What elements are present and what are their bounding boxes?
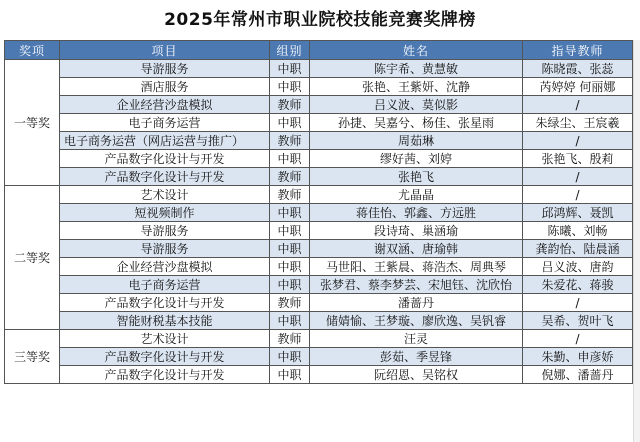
header-award: 奖项 — [5, 41, 60, 60]
table-row — [5, 312, 633, 330]
table-row — [5, 204, 633, 222]
level-cell: 中职 — [270, 204, 310, 222]
teacher-cell: 吴希、贺叶飞 — [523, 312, 633, 330]
award-cell: 一等奖 — [5, 60, 60, 186]
table-row — [5, 330, 633, 348]
table-body — [5, 60, 633, 384]
level-cell: 教师 — [270, 132, 310, 150]
header-level: 组别 — [270, 41, 310, 60]
project-cell: 艺术设计 — [60, 330, 270, 348]
table-row — [5, 60, 633, 78]
project-cell: 导游服务 — [60, 240, 270, 258]
table-row — [5, 276, 633, 294]
level-cell: 中职 — [270, 114, 310, 132]
teacher-cell: / — [523, 168, 633, 186]
header-row — [5, 41, 633, 60]
table-row — [5, 78, 633, 96]
names-cell: 谢双涵、唐瑜韩 — [310, 240, 523, 258]
level-cell: 中职 — [270, 240, 310, 258]
header-teacher: 指导教师 — [523, 41, 633, 60]
page-title: 2025年常州市职业院校技能竞赛奖牌榜 — [164, 10, 476, 30]
project-cell: 导游服务 — [60, 222, 270, 240]
project-cell: 产品数字化设计与开发 — [60, 366, 270, 384]
names-cell: 吕义波、莫似影 — [310, 96, 523, 114]
teacher-cell: / — [523, 330, 633, 348]
teacher-cell: 芮婷婷 何丽娜 — [523, 78, 633, 96]
names-cell: 张梦君、蔡李梦芸、宋旭钰、沈欣怡 — [310, 276, 523, 294]
names-cell: 汪灵 — [310, 330, 523, 348]
names-cell: 阮绍恩、吴铭权 — [310, 366, 523, 384]
level-cell: 中职 — [270, 348, 310, 366]
award-cell: 三等奖 — [5, 330, 60, 384]
names-cell: 尤晶晶 — [310, 186, 523, 204]
project-cell: 产品数字化设计与开发 — [60, 294, 270, 312]
table-row — [5, 222, 633, 240]
level-cell: 教师 — [270, 330, 310, 348]
level-cell: 教师 — [270, 186, 310, 204]
table-row — [5, 258, 633, 276]
names-cell: 储婧愉、王梦璇、廖欣逸、吴钒睿 — [310, 312, 523, 330]
level-cell: 中职 — [270, 78, 310, 96]
level-cell: 中职 — [270, 366, 310, 384]
teacher-cell: / — [523, 132, 633, 150]
level-cell: 中职 — [270, 60, 310, 78]
names-cell: 马世阳、王紫晨、蒋浩杰、周典琴 — [310, 258, 523, 276]
table-row — [5, 150, 633, 168]
names-cell: 段诗琦、巢涵瑜 — [310, 222, 523, 240]
teacher-cell: 张艳飞、殷莉 — [523, 150, 633, 168]
table-row — [5, 294, 633, 312]
table-row — [5, 114, 633, 132]
level-cell: 教师 — [270, 294, 310, 312]
project-cell: 电子商务运营（网店运营与推广） — [60, 132, 270, 150]
medal-table — [4, 40, 633, 384]
project-cell: 电子商务运营 — [60, 276, 270, 294]
names-cell: 彭茹、季昱锋 — [310, 348, 523, 366]
header-project: 项目 — [60, 41, 270, 60]
project-cell: 电子商务运营 — [60, 114, 270, 132]
header-names: 姓名 — [310, 41, 523, 60]
table-row — [5, 186, 633, 204]
teacher-cell: 朱爱花、蒋骏 — [523, 276, 633, 294]
project-cell: 短视频制作 — [60, 204, 270, 222]
level-cell: 中职 — [270, 258, 310, 276]
teacher-cell: 倪娜、潘蔷丹 — [523, 366, 633, 384]
level-cell: 中职 — [270, 312, 310, 330]
project-cell: 艺术设计 — [60, 186, 270, 204]
names-cell: 蒋佳怡、郭鑫、方远胜 — [310, 204, 523, 222]
names-cell: 潘蔷丹 — [310, 294, 523, 312]
level-cell: 中职 — [270, 276, 310, 294]
names-cell: 张艳、王紫妍、沈静 — [310, 78, 523, 96]
table-row — [5, 348, 633, 366]
teacher-cell: 朱勤、申彦娇 — [523, 348, 633, 366]
project-cell: 产品数字化设计与开发 — [60, 348, 270, 366]
teacher-cell: 吕义波、唐韵 — [523, 258, 633, 276]
teacher-cell: 朱绿尘、王宸羲 — [523, 114, 633, 132]
project-cell: 企业经营沙盘模拟 — [60, 96, 270, 114]
project-cell: 企业经营沙盘模拟 — [60, 258, 270, 276]
level-cell: 教师 — [270, 96, 310, 114]
table-row — [5, 96, 633, 114]
teacher-cell: / — [523, 186, 633, 204]
award-cell: 二等奖 — [5, 186, 60, 330]
names-cell: 陈宇希、黄慧敏 — [310, 60, 523, 78]
project-cell: 产品数字化设计与开发 — [60, 168, 270, 186]
names-cell: 孙捷、吴嘉兮、杨佳、张星雨 — [310, 114, 523, 132]
level-cell: 中职 — [270, 222, 310, 240]
teacher-cell: 邱鸿辉、聂凯 — [523, 204, 633, 222]
names-cell: 缪好茜、刘婷 — [310, 150, 523, 168]
teacher-cell: 龚韵怡、陆晨涵 — [523, 240, 633, 258]
level-cell: 中职 — [270, 150, 310, 168]
project-cell: 酒店服务 — [60, 78, 270, 96]
table-row — [5, 240, 633, 258]
teacher-cell: / — [523, 294, 633, 312]
teacher-cell: / — [523, 96, 633, 114]
teacher-cell: 陈晓霞、张蕊 — [523, 60, 633, 78]
teacher-cell: 陈曦、刘畅 — [523, 222, 633, 240]
names-cell: 周茹琳 — [310, 132, 523, 150]
table-row — [5, 366, 633, 384]
project-cell: 产品数字化设计与开发 — [60, 150, 270, 168]
names-cell: 张艳飞 — [310, 168, 523, 186]
level-cell: 教师 — [270, 168, 310, 186]
table-row — [5, 132, 633, 150]
project-cell: 智能财税基本技能 — [60, 312, 270, 330]
table-row — [5, 168, 633, 186]
project-cell: 导游服务 — [60, 60, 270, 78]
scroll-edge — [633, 40, 640, 442]
